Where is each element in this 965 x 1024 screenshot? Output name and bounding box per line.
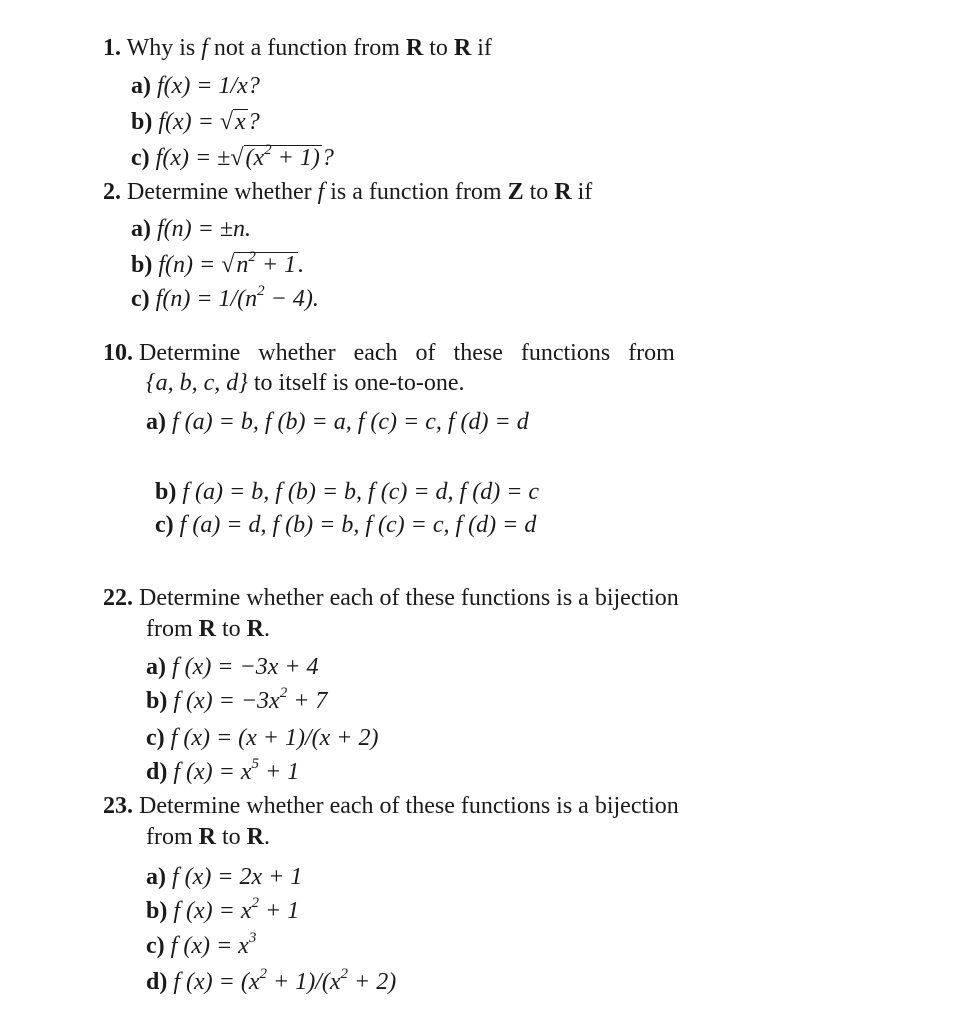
item-label: b): [146, 688, 168, 714]
question-number: 2.: [103, 179, 121, 205]
item-label: a): [146, 864, 166, 890]
stem-text: Determine whether each of these functions is a bijection: [139, 585, 679, 611]
math-expr: f $(x) = (x^2 + 1)/(x^2 + 2)$: [173, 966, 397, 995]
question-22-item-b: [146, 686, 327, 716]
stem-text: Determine whether each of these functions from: [139, 340, 675, 366]
question-number: 10.: [103, 340, 133, 366]
item-label: a): [131, 216, 151, 242]
stem-text: Why is: [126, 35, 196, 61]
math-expr: $f(n) = 1/(n^2 - 4)$.: [155, 283, 319, 312]
question-22-stem-line1: [103, 583, 679, 613]
item-label: a): [131, 73, 151, 99]
question-23-item-b: [146, 896, 299, 926]
question-1-item-a: [131, 71, 260, 101]
stem-text: if: [577, 179, 593, 205]
question-23-stem-line2: [146, 822, 270, 852]
item-label: a): [146, 409, 166, 435]
item-label: c): [131, 145, 150, 171]
question-number: 1.: [103, 35, 121, 61]
item-label: b): [131, 109, 153, 135]
set-symbol: R: [198, 824, 216, 850]
math-expr: f(x) = 1/x?: [157, 73, 260, 99]
stem-text: Determine whether: [127, 179, 312, 205]
question-10-item-b: [155, 477, 539, 507]
question-10-stem-line2: [146, 368, 464, 398]
stem-text: to: [429, 35, 448, 61]
question-22-item-a: [146, 652, 319, 682]
question-23-item-d: [146, 967, 396, 997]
question-2-item-c: [131, 284, 319, 314]
math-expr: $f(x) = \pm√(x^2 + 1)$?: [155, 142, 334, 171]
stem-text: .: [264, 824, 271, 850]
stem-text: from: [146, 824, 193, 850]
stem-text: if: [477, 35, 492, 61]
item-label: c): [155, 512, 174, 538]
math-expr: f $(x) = -3x^2 + 7$: [173, 685, 328, 714]
math-expr: f (a) = b, f (b) = a, f (c) = c, f (d) = d: [172, 409, 529, 435]
item-label: a): [146, 654, 166, 680]
question-10-item-c: [155, 510, 536, 540]
item-label: c): [146, 725, 165, 751]
math-expr: $f(n) = √n^2 + 1$.: [158, 249, 305, 278]
question-10-stem-line1: [103, 338, 675, 368]
math-var: f: [317, 179, 325, 205]
question-23-item-a: [146, 862, 302, 892]
math-expr: f $(x) = x^3$: [170, 930, 257, 959]
item-label: b): [155, 479, 177, 505]
question-1-item-b: [131, 107, 260, 137]
item-label: c): [131, 286, 150, 312]
item-label: c): [146, 933, 165, 959]
set-symbol: R: [453, 35, 472, 61]
math-set: {a, b, c, d}: [146, 370, 248, 396]
math-expr: f (a) = d, f (b) = b, f (c) = c, f (d) = d: [179, 512, 537, 538]
set-symbol: Z: [507, 179, 524, 205]
math-expr: f(n) = ±n.: [157, 216, 252, 242]
item-label: d): [146, 969, 168, 995]
math-expr: f(x) = √x?: [158, 109, 260, 135]
stem-text: .: [264, 616, 271, 642]
question-1-item-c: [131, 143, 334, 173]
math-expr: f (x) = −3x + 4: [172, 654, 319, 680]
question-1-stem: [103, 33, 492, 63]
question-number: 23.: [103, 793, 133, 819]
item-label: b): [131, 252, 153, 278]
question-2-item-b: [131, 250, 304, 280]
stem-text: to: [529, 179, 549, 205]
question-2-stem: [103, 177, 592, 207]
math-expr: f (x) = (x + 1)/(x + 2): [170, 725, 379, 751]
question-22-item-d: [146, 757, 299, 787]
math-var: f: [201, 35, 208, 61]
math-expr: f $(x) = x^5 + 1$: [173, 756, 300, 785]
question-22-item-c: [146, 723, 379, 753]
set-symbol: R: [246, 616, 265, 642]
set-symbol: R: [405, 35, 424, 61]
question-22-stem-line2: [146, 614, 270, 644]
stem-text: Determine whether each of these functions is a bijection: [139, 793, 679, 819]
question-23-item-c: [146, 931, 256, 961]
question-number: 22.: [103, 585, 133, 611]
question-23-stem-line1: [103, 791, 679, 821]
math-expr: f $(x) = x^2 + 1$: [173, 895, 300, 924]
question-10-item-a: [146, 407, 529, 437]
math-expr: f (x) = 2x + 1: [172, 864, 303, 890]
stem-text: is a function from: [330, 179, 502, 205]
stem-text: to itself is one-to-one.: [253, 370, 465, 396]
question-2-item-a: [131, 214, 251, 244]
set-symbol: R: [246, 824, 265, 850]
item-label: b): [146, 898, 168, 924]
stem-text: to: [222, 616, 241, 642]
item-label: d): [146, 759, 168, 785]
stem-text: to: [222, 824, 241, 850]
math-expr: f (a) = b, f (b) = b, f (c) = d, f (d) = c: [182, 479, 540, 505]
set-symbol: R: [198, 616, 216, 642]
stem-text: not a function from: [213, 35, 400, 61]
set-symbol: R: [554, 179, 572, 205]
stem-text: from: [146, 616, 193, 642]
